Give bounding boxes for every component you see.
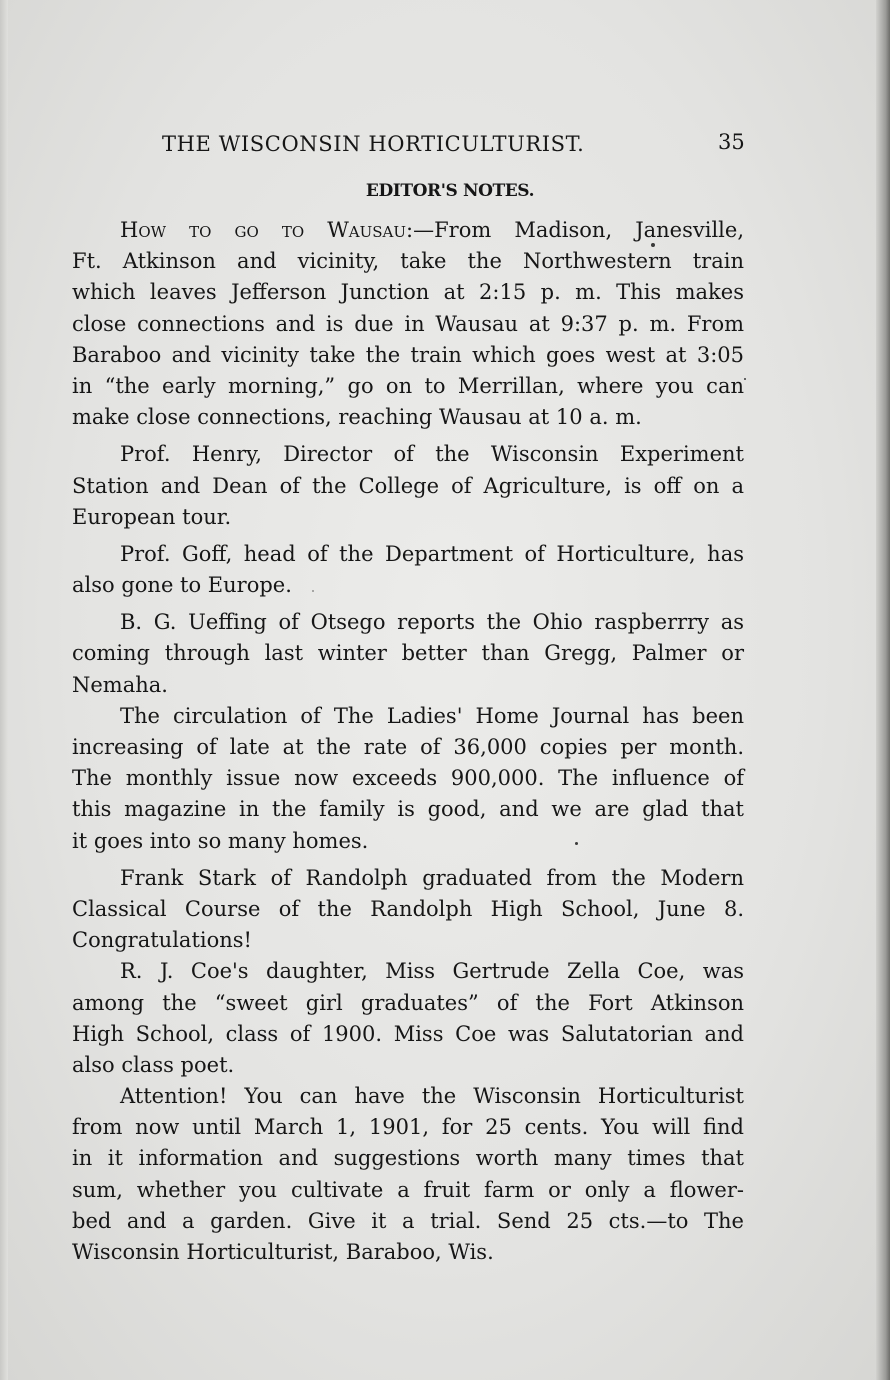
paragraph-prof-goff [72, 539, 744, 601]
scan-speck [744, 378, 746, 380]
body-text [72, 215, 744, 1268]
paragraph-attention [72, 1081, 744, 1268]
paragraph-wausau-directions [72, 215, 744, 433]
text-line: also gone to Europe. [72, 573, 292, 598]
text-line: also class poet. [72, 1052, 235, 1077]
text-line: B. G. Ueffing of Otsego reports the Ohio raspberrry as [120, 610, 744, 635]
line-text: —From Madison, Janesville, [413, 218, 744, 242]
text-line: Prof. Goff, head of the Department of Horticulture, has [120, 541, 744, 566]
text-line: from now until March 1, 1901, for 25 cents. You will find [72, 1115, 744, 1140]
text-line: European tour. [72, 504, 232, 529]
text-line: Baraboo and vicinity take the train which goes west at 3:05 [72, 342, 744, 367]
text-line: increasing of late at the rate of 36,000 copies per month. [72, 735, 744, 759]
paragraph-ladies-home-journal [72, 701, 744, 857]
text-line: High School, class of 1900. Miss Coe was Salutatorian and [72, 1021, 744, 1046]
text-line: Wisconsin Horticulturist, Baraboo, Wis. [72, 1240, 494, 1264]
scan-speck [575, 842, 578, 845]
text-line: bed and a garden. Give it a trial. Send 25 cts.—to The [72, 1208, 744, 1233]
text-line: Frank Stark of Randolph graduated from the Modern [120, 865, 744, 890]
text-line: coming through last winter better than Gregg, Palmer or [72, 641, 744, 666]
scan-speck [651, 243, 655, 247]
text-line [72, 215, 744, 246]
journal-title: THE WISCONSIN HORTICULTURIST. [162, 132, 585, 156]
text-line: among the “sweet girl graduates” of the Fort Atkinson [72, 990, 744, 1015]
page-number: 35 [718, 130, 745, 154]
paragraph-prof-henry [72, 439, 744, 533]
text-line: Congratulations! [72, 928, 252, 953]
page-right-edge [876, 0, 890, 1380]
section-heading: EDITOR'S NOTES. [365, 181, 535, 201]
text-line: in “the early morning,” go on to Merrillan, where you can [72, 373, 744, 398]
text-line: Ft. Atkinson and vicinity, take the Northwestern train [72, 249, 744, 274]
paragraph-ueffing [72, 607, 744, 701]
text-line: in it information and suggestions worth many times that [72, 1146, 744, 1171]
lead-in: How to go to Wausau: [120, 218, 414, 242]
text-line: make close connections, reaching Wausau at 10 a. m. [72, 405, 642, 430]
paragraph-coe [72, 956, 744, 1081]
text-line: close connections and is due in Wausau at 9:37 p. m. From [72, 311, 744, 336]
running-head [0, 128, 890, 164]
page-left-edge [0, 0, 8, 1380]
text-line: R. J. Coe's daughter, Miss Gertrude Zella Coe, was [120, 959, 744, 984]
text-line: this magazine in the family is good, and we are glad that [72, 797, 744, 822]
text-line: Classical Course of the Randolph High School, June 8. [72, 896, 744, 921]
text-line: The circulation of The Ladies' Home Journal has been [120, 703, 744, 728]
text-line: Attention! You can have the Wisconsin Horticulturist [120, 1084, 744, 1109]
text-line: Station and Dean of the College of Agriculture, is off on a [72, 473, 744, 498]
text-line: sum, whether you cultivate a fruit farm or only a flower- [72, 1177, 744, 1202]
paragraph-frank-stark [72, 863, 744, 957]
text-line: it goes into so many homes. [72, 828, 369, 853]
text-line: Nemaha. [72, 672, 168, 697]
scan-speck [312, 590, 314, 592]
text-line: Prof. Henry, Director of the Wisconsin Experiment [120, 442, 744, 467]
text-line: which leaves Jefferson Junction at 2:15 p. m. This makes [72, 280, 744, 305]
text-line: The monthly issue now exceeds 900,000. The influence of [72, 766, 744, 791]
